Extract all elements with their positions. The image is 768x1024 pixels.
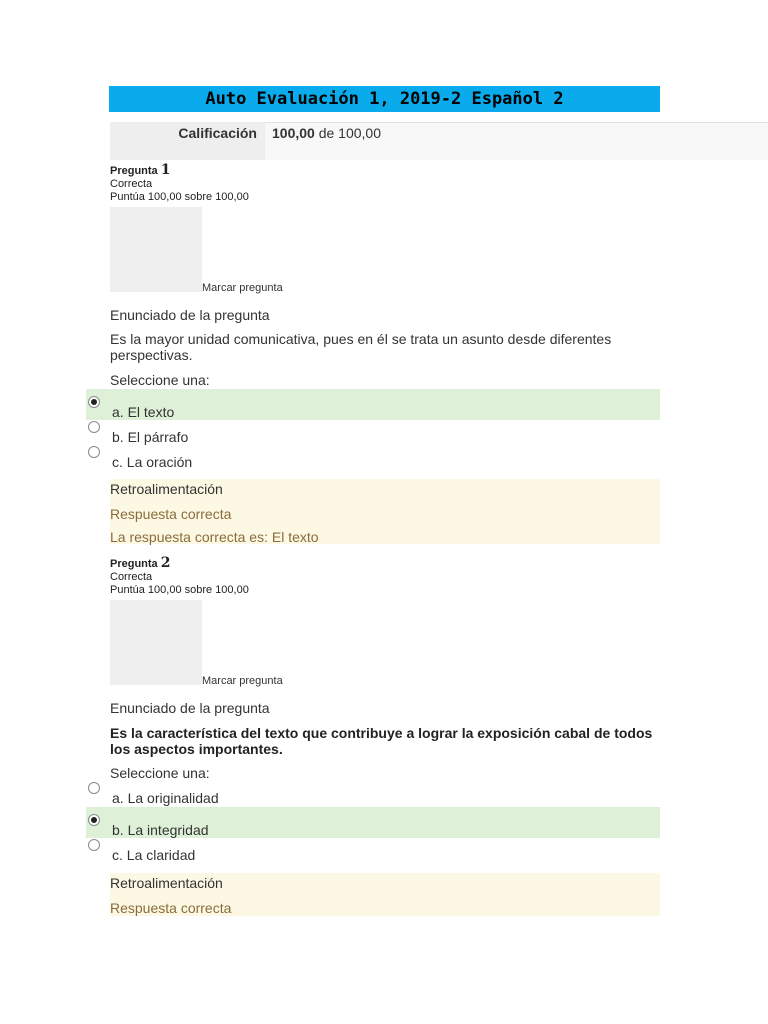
grade-value bbox=[265, 122, 768, 160]
question-2-select-prompt: Seleccione una: bbox=[110, 765, 210, 781]
question-2-option-c[interactable] bbox=[86, 832, 660, 863]
question-1-flag-link[interactable]: Marcar pregunta bbox=[202, 282, 283, 294]
question-2-option-a[interactable] bbox=[86, 775, 660, 806]
radio-button[interactable] bbox=[88, 446, 100, 458]
option-label: a. La originalidad bbox=[112, 790, 219, 806]
page-title: Auto Evaluación 1, 2019-2 Español 2 bbox=[205, 89, 564, 109]
question-2-score: Puntúa 100,00 sobre 100,00 bbox=[110, 584, 249, 596]
question-2-statement-heading: Enunciado de la pregunta bbox=[110, 700, 270, 716]
radio-button[interactable] bbox=[88, 839, 100, 851]
question-2-label: Pregunta bbox=[110, 558, 158, 570]
question-1-info bbox=[110, 163, 310, 204]
question-2-number: 2 bbox=[160, 555, 171, 571]
question-1-statement-heading: Enunciado de la pregunta bbox=[110, 307, 270, 323]
grade-row bbox=[110, 122, 768, 160]
option-label: b. El párrafo bbox=[112, 429, 189, 445]
question-2-flag-link[interactable]: Marcar pregunta bbox=[202, 675, 283, 687]
feedback-correct-answer: La respuesta correcta es: El texto bbox=[110, 529, 319, 545]
question-1-statement: Es la mayor unidad comunicativa, pues en él se trata un asunto desde diferentes perspectivas. bbox=[110, 331, 612, 363]
option-label: b. La integridad bbox=[112, 822, 209, 838]
question-1-feedback bbox=[110, 479, 660, 544]
question-1-option-c[interactable] bbox=[86, 439, 660, 470]
radio-button-checked[interactable] bbox=[88, 396, 100, 408]
radio-button[interactable] bbox=[88, 782, 100, 794]
grade-max: de 100,00 bbox=[318, 125, 382, 141]
grade-label: Calificación bbox=[110, 122, 265, 160]
radio-button-checked[interactable] bbox=[88, 814, 100, 826]
feedback-result: Respuesta correcta bbox=[110, 506, 232, 522]
grade-score: 100,00 bbox=[272, 125, 315, 141]
feedback-title: Retroalimentación bbox=[110, 481, 223, 497]
question-1-label: Pregunta bbox=[110, 165, 158, 177]
question-2-info bbox=[110, 556, 310, 597]
page-title-bar bbox=[109, 86, 660, 112]
question-2-statement: Es la característica del texto que contribuye a lograr la exposición cabal de todos los aspectos importantes. bbox=[110, 725, 653, 757]
question-1-score: Puntúa 100,00 sobre 100,00 bbox=[110, 191, 249, 203]
question-1-status: Correcta bbox=[110, 178, 153, 190]
question-1-select-prompt: Seleccione una: bbox=[110, 372, 210, 388]
feedback-result: Respuesta correcta bbox=[110, 900, 232, 916]
question-2-info-box bbox=[110, 600, 202, 685]
option-label: a. El texto bbox=[112, 404, 175, 420]
question-1-info-box bbox=[110, 207, 202, 292]
question-2-status: Correcta bbox=[110, 571, 153, 583]
option-label: c. La claridad bbox=[112, 847, 196, 863]
radio-button[interactable] bbox=[88, 421, 100, 433]
feedback-title: Retroalimentación bbox=[110, 875, 223, 891]
question-2-feedback bbox=[110, 873, 660, 916]
option-label: c. La oración bbox=[112, 454, 193, 470]
question-1-number: 1 bbox=[160, 162, 171, 178]
